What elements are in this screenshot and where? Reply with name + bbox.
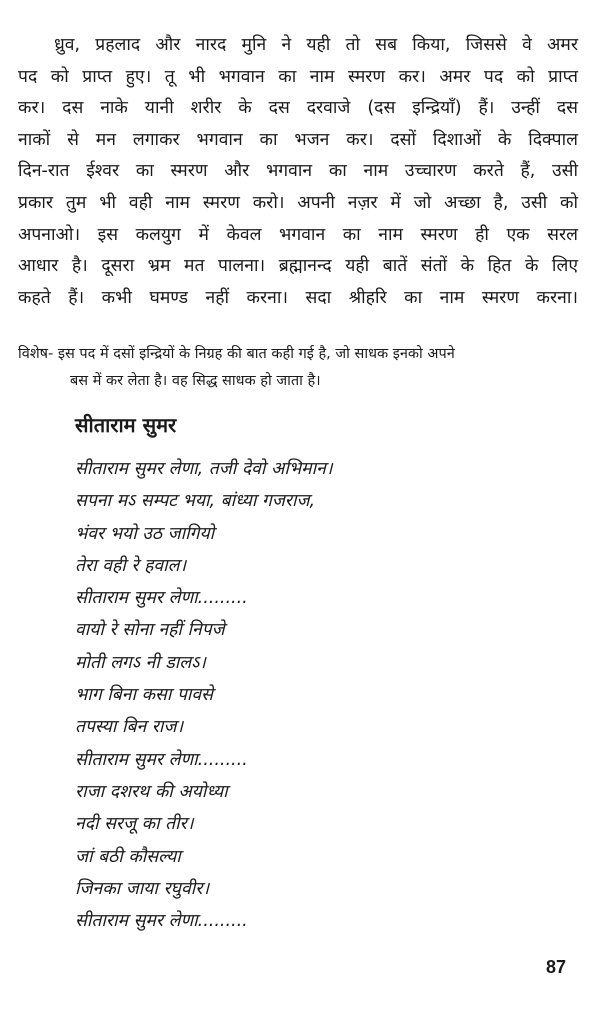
poem-line: नदी सरजू का तीर। [75, 814, 194, 835]
poem-line: सपना मऽ सम्पट भया, बांध्या गजराज, [75, 491, 316, 512]
note-line: विशेष- इस पद में दसों इन्द्रियों के निग्रह की बात कही गई है, जो साधक इनको अपने [18, 346, 455, 362]
poem-line: भंवर भयो उठ जागियो [75, 523, 215, 544]
prose-paragraph [18, 30, 578, 314]
poem-line: जिनका जाया रघुवीर। [75, 878, 210, 899]
paragraph-line: पद को प्राप्त हुए। तू भी भगवान का नाम स्मरण कर। अमर पद को प्राप्त [18, 66, 578, 87]
note-line: बस में कर लेता है। वह सिद्ध साधक हो जाता है। [70, 373, 321, 389]
poem-line: सीताराम सुमर लेणा......... [75, 588, 248, 609]
poem-line: मोती लगऽ नी डालऽ। [75, 652, 206, 673]
paragraph-line: नाकों से मन लगाकर भगवान का भजन कर। दसों दिशाओं के दिक्पाल [18, 129, 578, 150]
poem-line: सीताराम सुमर लेणा......... [75, 749, 248, 770]
special-note [18, 341, 578, 395]
paragraph-line: कर। दस नाके यानी शरीर के दस दरवाजे (दस इन्द्रियाँ) हैं। उन्हीं दस [18, 98, 578, 119]
poem-heading: सीताराम सुमर [75, 413, 177, 437]
poem-line: जां बठी कौसल्या [75, 846, 181, 867]
poem-line: तपस्या बिन राज। [75, 717, 184, 738]
poem-line: सीताराम सुमर लेणा, तजी देवो अभिमान। [75, 459, 333, 479]
paragraph-line: प्रकार तुम भी वही नाम स्मरण करो। अपनी नज़र में जो अच्छा है, उसी को [18, 192, 578, 213]
poem-line: सीताराम सुमर लेणा......... [75, 911, 248, 932]
paragraph-line: ध्रुव, प्रहलाद और नारद मुनि ने यही तो सब किया, जिससे वे अमर [54, 35, 578, 55]
paragraph-line: दिन-रात ईश्वर का स्मरण और भगवान का नाम उच्चारण करते हैं, उसी [18, 161, 578, 182]
poem-line: राजा दशरथ की अयोध्या [75, 781, 228, 802]
poem-line: भाग बिना कसा पावसे [75, 685, 213, 706]
paragraph-line: आधार है। दूसरा भ्रम मत पालना। ब्रह्मानन्द यही बातें संतों के हित के लिए [18, 256, 578, 277]
page-number: 87 [545, 957, 566, 977]
poem-line: वायो रे सोना नहीं निपजे [75, 620, 225, 641]
paragraph-line: अपनाओ। इस कलयुग में केवल भगवान का नाम स्मरण ही एक सरल [18, 224, 578, 245]
poem-line: तेरा वही रे हवाल। [75, 555, 187, 576]
paragraph-line: कहते हैं। कभी घमण्ड नहीं करना। सदा श्रीहरि का नाम स्मरण करना। [18, 287, 578, 308]
poem-verses [75, 453, 333, 937]
